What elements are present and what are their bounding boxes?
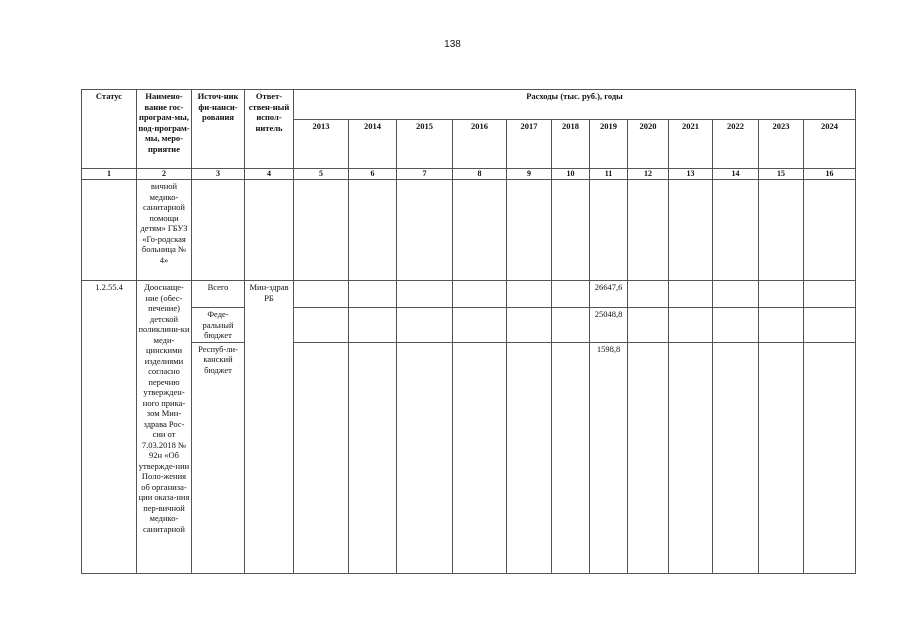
cell-value-2019: 25048,8 [590, 308, 628, 343]
header-source: Источ-ник фи-нанси-рования [192, 90, 245, 169]
cell-value [552, 281, 590, 308]
cell-value [628, 281, 669, 308]
year-header: 2022 [713, 120, 759, 169]
column-number: 9 [507, 169, 552, 180]
cell-value [804, 342, 856, 573]
cell-name: вичной медико-санитарной помощи детям» ГБУЗ «Го-родская больница № 4» [137, 180, 192, 281]
cell-status [82, 180, 137, 281]
header-name: Наимено-вание гос-програм-мы, под-програм-мы, меро-приятие [137, 90, 192, 169]
cell-value [453, 281, 507, 308]
cell-source: Всего [192, 281, 245, 308]
cell-value [759, 308, 804, 343]
column-number: 8 [453, 169, 507, 180]
column-number: 14 [713, 169, 759, 180]
cell-value [349, 342, 397, 573]
cell-value [669, 342, 713, 573]
column-number: 7 [397, 169, 453, 180]
cell-value [759, 180, 804, 281]
row-total [82, 281, 856, 308]
cell-value [759, 281, 804, 308]
cell-value [669, 308, 713, 343]
cell-value [804, 308, 856, 343]
cell-value [669, 281, 713, 308]
cell-value [669, 180, 713, 281]
cell-value [294, 281, 349, 308]
cell-value [590, 180, 628, 281]
cell-value [628, 180, 669, 281]
cell-name: Дооснаще-ние (обес-печение) детской поликлини-ки меди-цинскими изделиями согласно перечню утвержден-ного прика-зом Мин-здрава Рос-сии от 7.03.2018 № 92н «Об утвержде-нии Поло-жения об организа-ции оказа-ния пер-вичной медико-санитарной [137, 281, 192, 574]
cell-value [397, 180, 453, 281]
cell-status: 1.2.55.4 [82, 281, 137, 574]
cell-value [552, 342, 590, 573]
cell-value [507, 308, 552, 343]
cell-value [453, 342, 507, 573]
row-republican [82, 342, 856, 573]
budget-table [81, 89, 856, 574]
year-header: 2019 [590, 120, 628, 169]
cell-value [397, 308, 453, 343]
year-header: 2014 [349, 120, 397, 169]
year-header: 2018 [552, 120, 590, 169]
column-number: 2 [137, 169, 192, 180]
column-number: 12 [628, 169, 669, 180]
cell-source: Феде-ральный бюджет [192, 308, 245, 343]
cell-responsible: Мин-здрав РБ [245, 281, 294, 574]
cell-value [759, 342, 804, 573]
year-header: 2015 [397, 120, 453, 169]
year-header: 2021 [669, 120, 713, 169]
year-header: 2024 [804, 120, 856, 169]
column-number: 1 [82, 169, 137, 180]
column-number: 5 [294, 169, 349, 180]
cell-value [507, 342, 552, 573]
year-header: 2013 [294, 120, 349, 169]
cell-value [397, 342, 453, 573]
continuation-row [82, 180, 856, 281]
column-number: 16 [804, 169, 856, 180]
column-number: 11 [590, 169, 628, 180]
year-header: 2016 [453, 120, 507, 169]
cell-value [628, 308, 669, 343]
header-expenses: Расходы (тыс. руб.), годы [294, 90, 856, 120]
cell-value [628, 342, 669, 573]
cell-value [453, 308, 507, 343]
column-number: 13 [669, 169, 713, 180]
cell-value [294, 308, 349, 343]
cell-value [294, 342, 349, 573]
cell-value-2019: 1598,8 [590, 342, 628, 573]
cell-value [397, 281, 453, 308]
cell-value [552, 308, 590, 343]
cell-value [349, 308, 397, 343]
cell-value [349, 281, 397, 308]
column-number-row [82, 169, 856, 180]
cell-value [804, 180, 856, 281]
cell-value [713, 180, 759, 281]
row-federal [82, 308, 856, 343]
cell-responsible [245, 180, 294, 281]
header-responsible: Ответ-ствен-ный испол-нитель [245, 90, 294, 169]
column-number: 15 [759, 169, 804, 180]
cell-value [552, 180, 590, 281]
year-header: 2017 [507, 120, 552, 169]
year-header: 2023 [759, 120, 804, 169]
cell-value [804, 281, 856, 308]
header-row [82, 90, 856, 120]
cell-value [453, 180, 507, 281]
cell-value [349, 180, 397, 281]
column-number: 3 [192, 169, 245, 180]
column-number: 4 [245, 169, 294, 180]
cell-source [192, 180, 245, 281]
year-header: 2020 [628, 120, 669, 169]
cell-value-2019: 26647,6 [590, 281, 628, 308]
column-number: 6 [349, 169, 397, 180]
cell-value [294, 180, 349, 281]
cell-source: Респуб-ли-канский бюджет [192, 342, 245, 573]
cell-value [713, 281, 759, 308]
cell-value [507, 281, 552, 308]
column-number: 10 [552, 169, 590, 180]
cell-value [713, 342, 759, 573]
header-status: Статус [82, 90, 137, 169]
page-number: 138 [444, 39, 461, 50]
cell-value [713, 308, 759, 343]
cell-value [507, 180, 552, 281]
